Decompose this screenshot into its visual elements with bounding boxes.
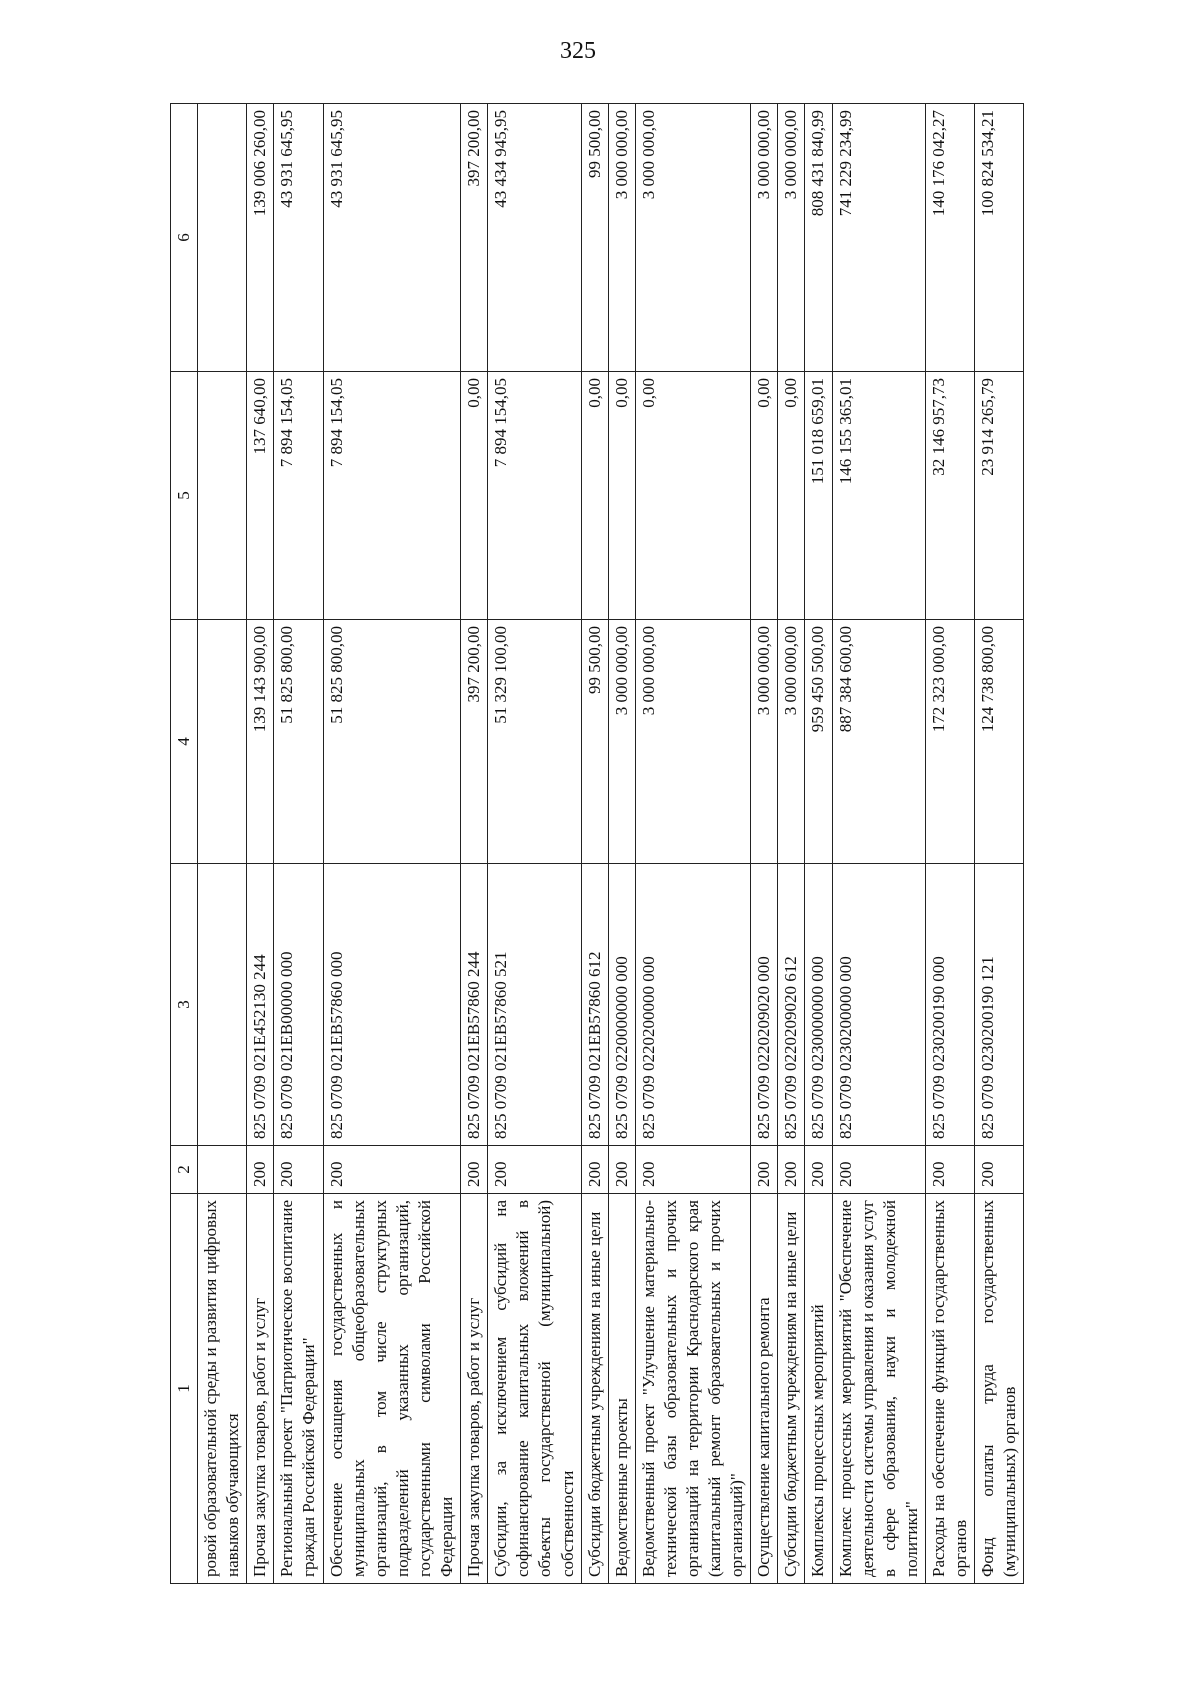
row-code: 200 bbox=[488, 1146, 581, 1194]
row-kbk: 825 0709 021ЕВ57860 612 bbox=[581, 864, 608, 1146]
row-name: Прочая закупка товаров, работ и услуг bbox=[461, 1194, 488, 1584]
row-kbk: 825 0709 021ЕВ57860 521 bbox=[488, 864, 581, 1146]
row-value-col4 bbox=[198, 620, 247, 864]
table-row bbox=[323, 104, 461, 1584]
table-row bbox=[832, 104, 925, 1584]
row-code: 200 bbox=[635, 1146, 750, 1194]
row-name: Расходы на обеспечение функций государственных органов bbox=[925, 1194, 974, 1584]
row-value-col4: 3 000 000,00 bbox=[778, 620, 805, 864]
table-row bbox=[805, 104, 832, 1584]
row-name: Комплекс процессных мероприятий "Обеспечение деятельности системы управления и оказания услуг в сфере образования, науки и молодежной политики" bbox=[832, 1194, 925, 1584]
row-code: 200 bbox=[608, 1146, 635, 1194]
table-row bbox=[975, 104, 1024, 1584]
row-name: Осуществление капитального ремонта bbox=[751, 1194, 778, 1584]
table-row bbox=[198, 104, 247, 1584]
table-row bbox=[461, 104, 488, 1584]
row-name: Фонд оплаты труда государственных (муниципальных) органов bbox=[975, 1194, 1024, 1584]
row-name: Субсидии, за исключением субсидий на софинансирование капитальных вложений в объекты государственной (муниципальной) собственности bbox=[488, 1194, 581, 1584]
row-value-col4: 3 000 000,00 bbox=[751, 620, 778, 864]
row-value-col6: 808 431 840,99 bbox=[805, 104, 832, 372]
row-kbk: 825 0709 0230200000 000 bbox=[832, 864, 925, 1146]
row-code: 200 bbox=[274, 1146, 323, 1194]
row-value-col4: 3 000 000,00 bbox=[608, 620, 635, 864]
table-row bbox=[608, 104, 635, 1584]
row-kbk: 825 0709 021ЕВ57860 000 bbox=[323, 864, 461, 1146]
row-value-col4: 959 450 500,00 bbox=[805, 620, 832, 864]
row-value-col6: 3 000 000,00 bbox=[608, 104, 635, 372]
row-value-col6: 3 000 000,00 bbox=[635, 104, 750, 372]
column-header: 6 bbox=[171, 104, 198, 372]
row-value-col6: 43 434 945,95 bbox=[488, 104, 581, 372]
table-row bbox=[778, 104, 805, 1584]
row-value-col6: 741 229 234,99 bbox=[832, 104, 925, 372]
row-value-col5: 7 894 154,05 bbox=[488, 372, 581, 620]
row-kbk: 825 0709 021Е452130 244 bbox=[247, 864, 274, 1146]
row-value-col4: 51 825 800,00 bbox=[274, 620, 323, 864]
rotated-page-content bbox=[170, 104, 1110, 1584]
column-header: 5 bbox=[171, 372, 198, 620]
row-name: Комплексы процессных мероприятий bbox=[805, 1194, 832, 1584]
row-value-col6: 99 500,00 bbox=[581, 104, 608, 372]
row-code: 200 bbox=[461, 1146, 488, 1194]
row-value-col6: 140 176 042,27 bbox=[925, 104, 974, 372]
row-code bbox=[198, 1146, 247, 1194]
row-value-col5: 151 018 659,01 bbox=[805, 372, 832, 620]
page-number: 325 bbox=[560, 38, 596, 64]
row-value-col5: 7 894 154,05 bbox=[274, 372, 323, 620]
row-value-col5: 7 894 154,05 bbox=[323, 372, 461, 620]
table-row bbox=[274, 104, 323, 1584]
table-row bbox=[247, 104, 274, 1584]
row-value-col4: 51 825 800,00 bbox=[323, 620, 461, 864]
row-value-col5: 0,00 bbox=[635, 372, 750, 620]
row-kbk: 825 0709 0230200190 121 bbox=[975, 864, 1024, 1146]
row-kbk: 825 0709 0220209020 000 bbox=[751, 864, 778, 1146]
column-header: 1 bbox=[171, 1194, 198, 1584]
row-code: 200 bbox=[832, 1146, 925, 1194]
row-value-col6: 139 006 260,00 bbox=[247, 104, 274, 372]
table-row bbox=[635, 104, 750, 1584]
row-value-col6: 100 824 534,21 bbox=[975, 104, 1024, 372]
row-code: 200 bbox=[778, 1146, 805, 1194]
row-name: Ведомственный проект "Улучшение материально-технической базы образовательных и прочих организаций на территории Краснодарского края (капитальный ремонт образовательных и прочих организаций)" bbox=[635, 1194, 750, 1584]
row-name: Субсидии бюджетным учреждениям на иные цели bbox=[778, 1194, 805, 1584]
table-row bbox=[581, 104, 608, 1584]
row-kbk bbox=[198, 864, 247, 1146]
row-code: 200 bbox=[751, 1146, 778, 1194]
row-kbk: 825 0709 0220000000 000 bbox=[608, 864, 635, 1146]
row-name: Региональный проект "Патриотическое воспитание граждан Российской Федерации" bbox=[274, 1194, 323, 1584]
row-value-col4: 172 323 000,00 bbox=[925, 620, 974, 864]
row-code: 200 bbox=[975, 1146, 1024, 1194]
row-code: 200 bbox=[925, 1146, 974, 1194]
row-value-col6: 43 931 645,95 bbox=[323, 104, 461, 372]
row-value-col6: 3 000 000,00 bbox=[751, 104, 778, 372]
column-number-row bbox=[171, 104, 198, 1584]
row-code: 200 bbox=[323, 1146, 461, 1194]
row-kbk: 825 0709 021ЕВ57860 244 bbox=[461, 864, 488, 1146]
row-value-col4: 51 329 100,00 bbox=[488, 620, 581, 864]
row-value-col5: 137 640,00 bbox=[247, 372, 274, 620]
row-name: Прочая закупка товаров, работ и услуг bbox=[247, 1194, 274, 1584]
row-value-col5: 0,00 bbox=[461, 372, 488, 620]
row-kbk: 825 0709 021ЕВ00000 000 bbox=[274, 864, 323, 1146]
table-row bbox=[925, 104, 974, 1584]
row-value-col5: 0,00 bbox=[581, 372, 608, 620]
row-name: Субсидии бюджетным учреждениям на иные цели bbox=[581, 1194, 608, 1584]
row-code: 200 bbox=[581, 1146, 608, 1194]
row-value-col6: 397 200,00 bbox=[461, 104, 488, 372]
row-value-col4: 887 384 600,00 bbox=[832, 620, 925, 864]
row-name: ровой образовательной среды и развития цифровых навыков обучающихся bbox=[198, 1194, 247, 1584]
column-header: 3 bbox=[171, 864, 198, 1146]
row-value-col5: 0,00 bbox=[751, 372, 778, 620]
row-value-col6: 43 931 645,95 bbox=[274, 104, 323, 372]
row-value-col5 bbox=[198, 372, 247, 620]
row-value-col5: 0,00 bbox=[778, 372, 805, 620]
row-name: Ведомственные проекты bbox=[608, 1194, 635, 1584]
row-value-col5: 0,00 bbox=[608, 372, 635, 620]
row-name: Обеспечение оснащения государственных и муниципальных общеобразовательных организаций, в том числе структурных подразделений указанных организаций, государственными символами Российской Федерации bbox=[323, 1194, 461, 1584]
row-value-col4: 124 738 800,00 bbox=[975, 620, 1024, 864]
row-code: 200 bbox=[805, 1146, 832, 1194]
row-kbk: 825 0709 0230000000 000 bbox=[805, 864, 832, 1146]
table-row bbox=[488, 104, 581, 1584]
column-header: 2 bbox=[171, 1146, 198, 1194]
row-kbk: 825 0709 0230200190 000 bbox=[925, 864, 974, 1146]
row-value-col4: 139 143 900,00 bbox=[247, 620, 274, 864]
row-value-col4: 99 500,00 bbox=[581, 620, 608, 864]
row-value-col4: 397 200,00 bbox=[461, 620, 488, 864]
row-value-col5: 32 146 957,73 bbox=[925, 372, 974, 620]
row-kbk: 825 0709 0220209020 612 bbox=[778, 864, 805, 1146]
column-header: 4 bbox=[171, 620, 198, 864]
row-value-col6 bbox=[198, 104, 247, 372]
row-value-col5: 146 155 365,01 bbox=[832, 372, 925, 620]
row-code: 200 bbox=[247, 1146, 274, 1194]
row-value-col4: 3 000 000,00 bbox=[635, 620, 750, 864]
row-value-col5: 23 914 265,79 bbox=[975, 372, 1024, 620]
table-row bbox=[751, 104, 778, 1584]
row-value-col6: 3 000 000,00 bbox=[778, 104, 805, 372]
row-kbk: 825 0709 0220200000 000 bbox=[635, 864, 750, 1146]
budget-table bbox=[170, 103, 1024, 1584]
